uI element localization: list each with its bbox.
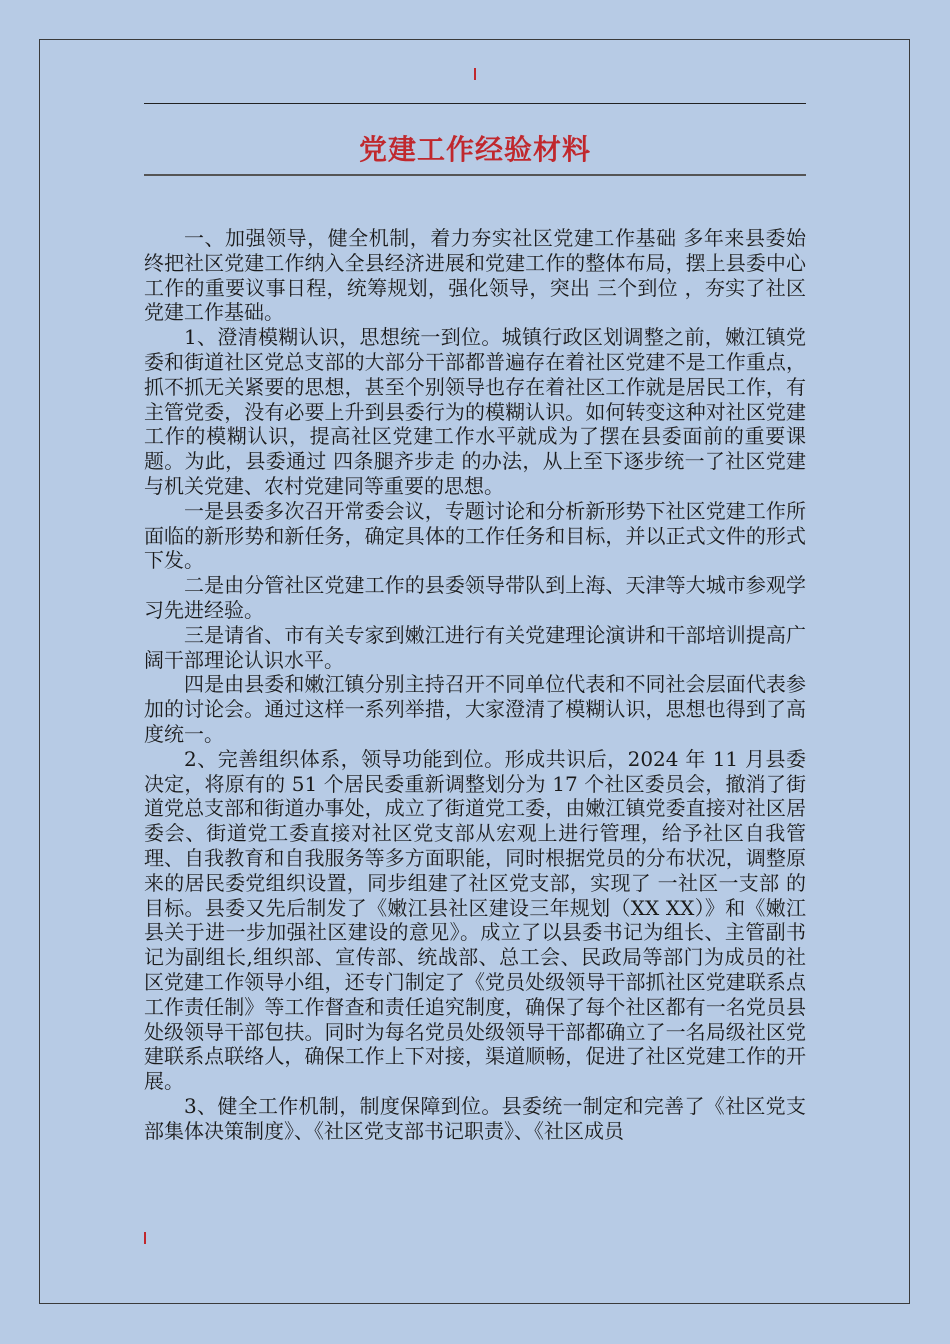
paragraph: 四是由县委和嫩江镇分别主持召开不同单位代表和不同社会层面代表参加的讨论会。通过这样一系列举措，大家澄清了模糊认识，思想也得到了高度统一。 xyxy=(144,672,806,746)
paragraph: 3、健全工作机制，制度保障到位。县委统一制定和完善了《社区党支部集体决策制度》、《社区党支部书记职责》、《社区成员 xyxy=(144,1093,806,1143)
paragraph: 二是由分管社区党建工作的县委领导带队到上海、天津等大城市参观学习先进经验。 xyxy=(144,573,806,622)
paragraph: 1、澄清模糊认识，思想统一到位。城镇行政区划调整之前，嫩江镇党委和街道社区党总支部的大部分干部都普遍存在着社区党建不是工作重点，抓不抓无关紧要的思想，甚至个别领导也存在着社区工作就是居民工作，有主管党委，没有必要上升到县委行为的模糊认识。如何转变这种对社区党建工作的模糊认识，提高社区党建工作水平就成为了摆在县委面前的重要课题。为此，县委通过 四条腿齐步走 的办法，从上至下逐步统一了社区党建与机关党建、农村党建同等重要的思想。 xyxy=(144,325,806,498)
paragraph: 一是县委多次召开常委会议，专题讨论和分析新形势下社区党建工作所面临的新形势和新任务，确定具体的工作任务和目标，并以正式文件的形式下发。 xyxy=(144,498,806,573)
document-body xyxy=(144,226,806,1143)
paragraph: 2、完善组织体系，领导功能到位。形成共识后，2024 年 11 月县委决定，将原有的 51 个居民委重新调整划分为 17 个社区委员会，撤消了街道党总支部和街道办事处，成立了街道党工委，由嫩江镇党委直接对社区居委会、街道党工委直接对社区党支部从宏观上进行管理，给予社区自我管理、自我教育和自我服务等多方面职能，同时根据党员的分布状况，调整原来的居民委党组织设置，同步组建了社区党支部，实现了 一社区一支部 的目标。县委又先后制发了《嫩江县社区建设三年规划（XX XX）》和《嫩江县关于进一步加强社区建设的意见》。成立了以县委书记为组长、主管副书记为副组长,组织部、宣传部、统战部、总工会、民政局等部门为成员的社区党建工作领导小组，还专门制定了《党员处级领导干部抓社区党建联系点工作责任制》等工作督查和责任追究制度，确保了每个社区都有一名党员县处级领导干部包扶。同时为每名党员处级领导干部都确立了一名局级社区党建联系点联络人，确保工作上下对接，渠道顺畅，促进了社区党建工作的开展。 xyxy=(144,746,806,1094)
footer-mark xyxy=(144,1232,146,1244)
paragraph: 三是请省、市有关专家到嫩江进行有关党建理论演讲和干部培训提高广阔干部理论认识水平。 xyxy=(144,622,806,672)
paragraph: 一、加强领导，健全机制，着力夯实社区党建工作基础 多年来县委始终把社区党建工作纳入全县经济进展和党建工作的整体布局，摆上县委中心工作的重要议事日程，统筹规划，强化领导，突出 三个到位 ，夯实了社区党建工作基础。 xyxy=(144,226,806,325)
document-title: 党建工作经验材料 xyxy=(358,133,591,166)
header-rule xyxy=(144,103,806,104)
title-rule xyxy=(144,174,806,176)
header-mark xyxy=(474,68,476,80)
